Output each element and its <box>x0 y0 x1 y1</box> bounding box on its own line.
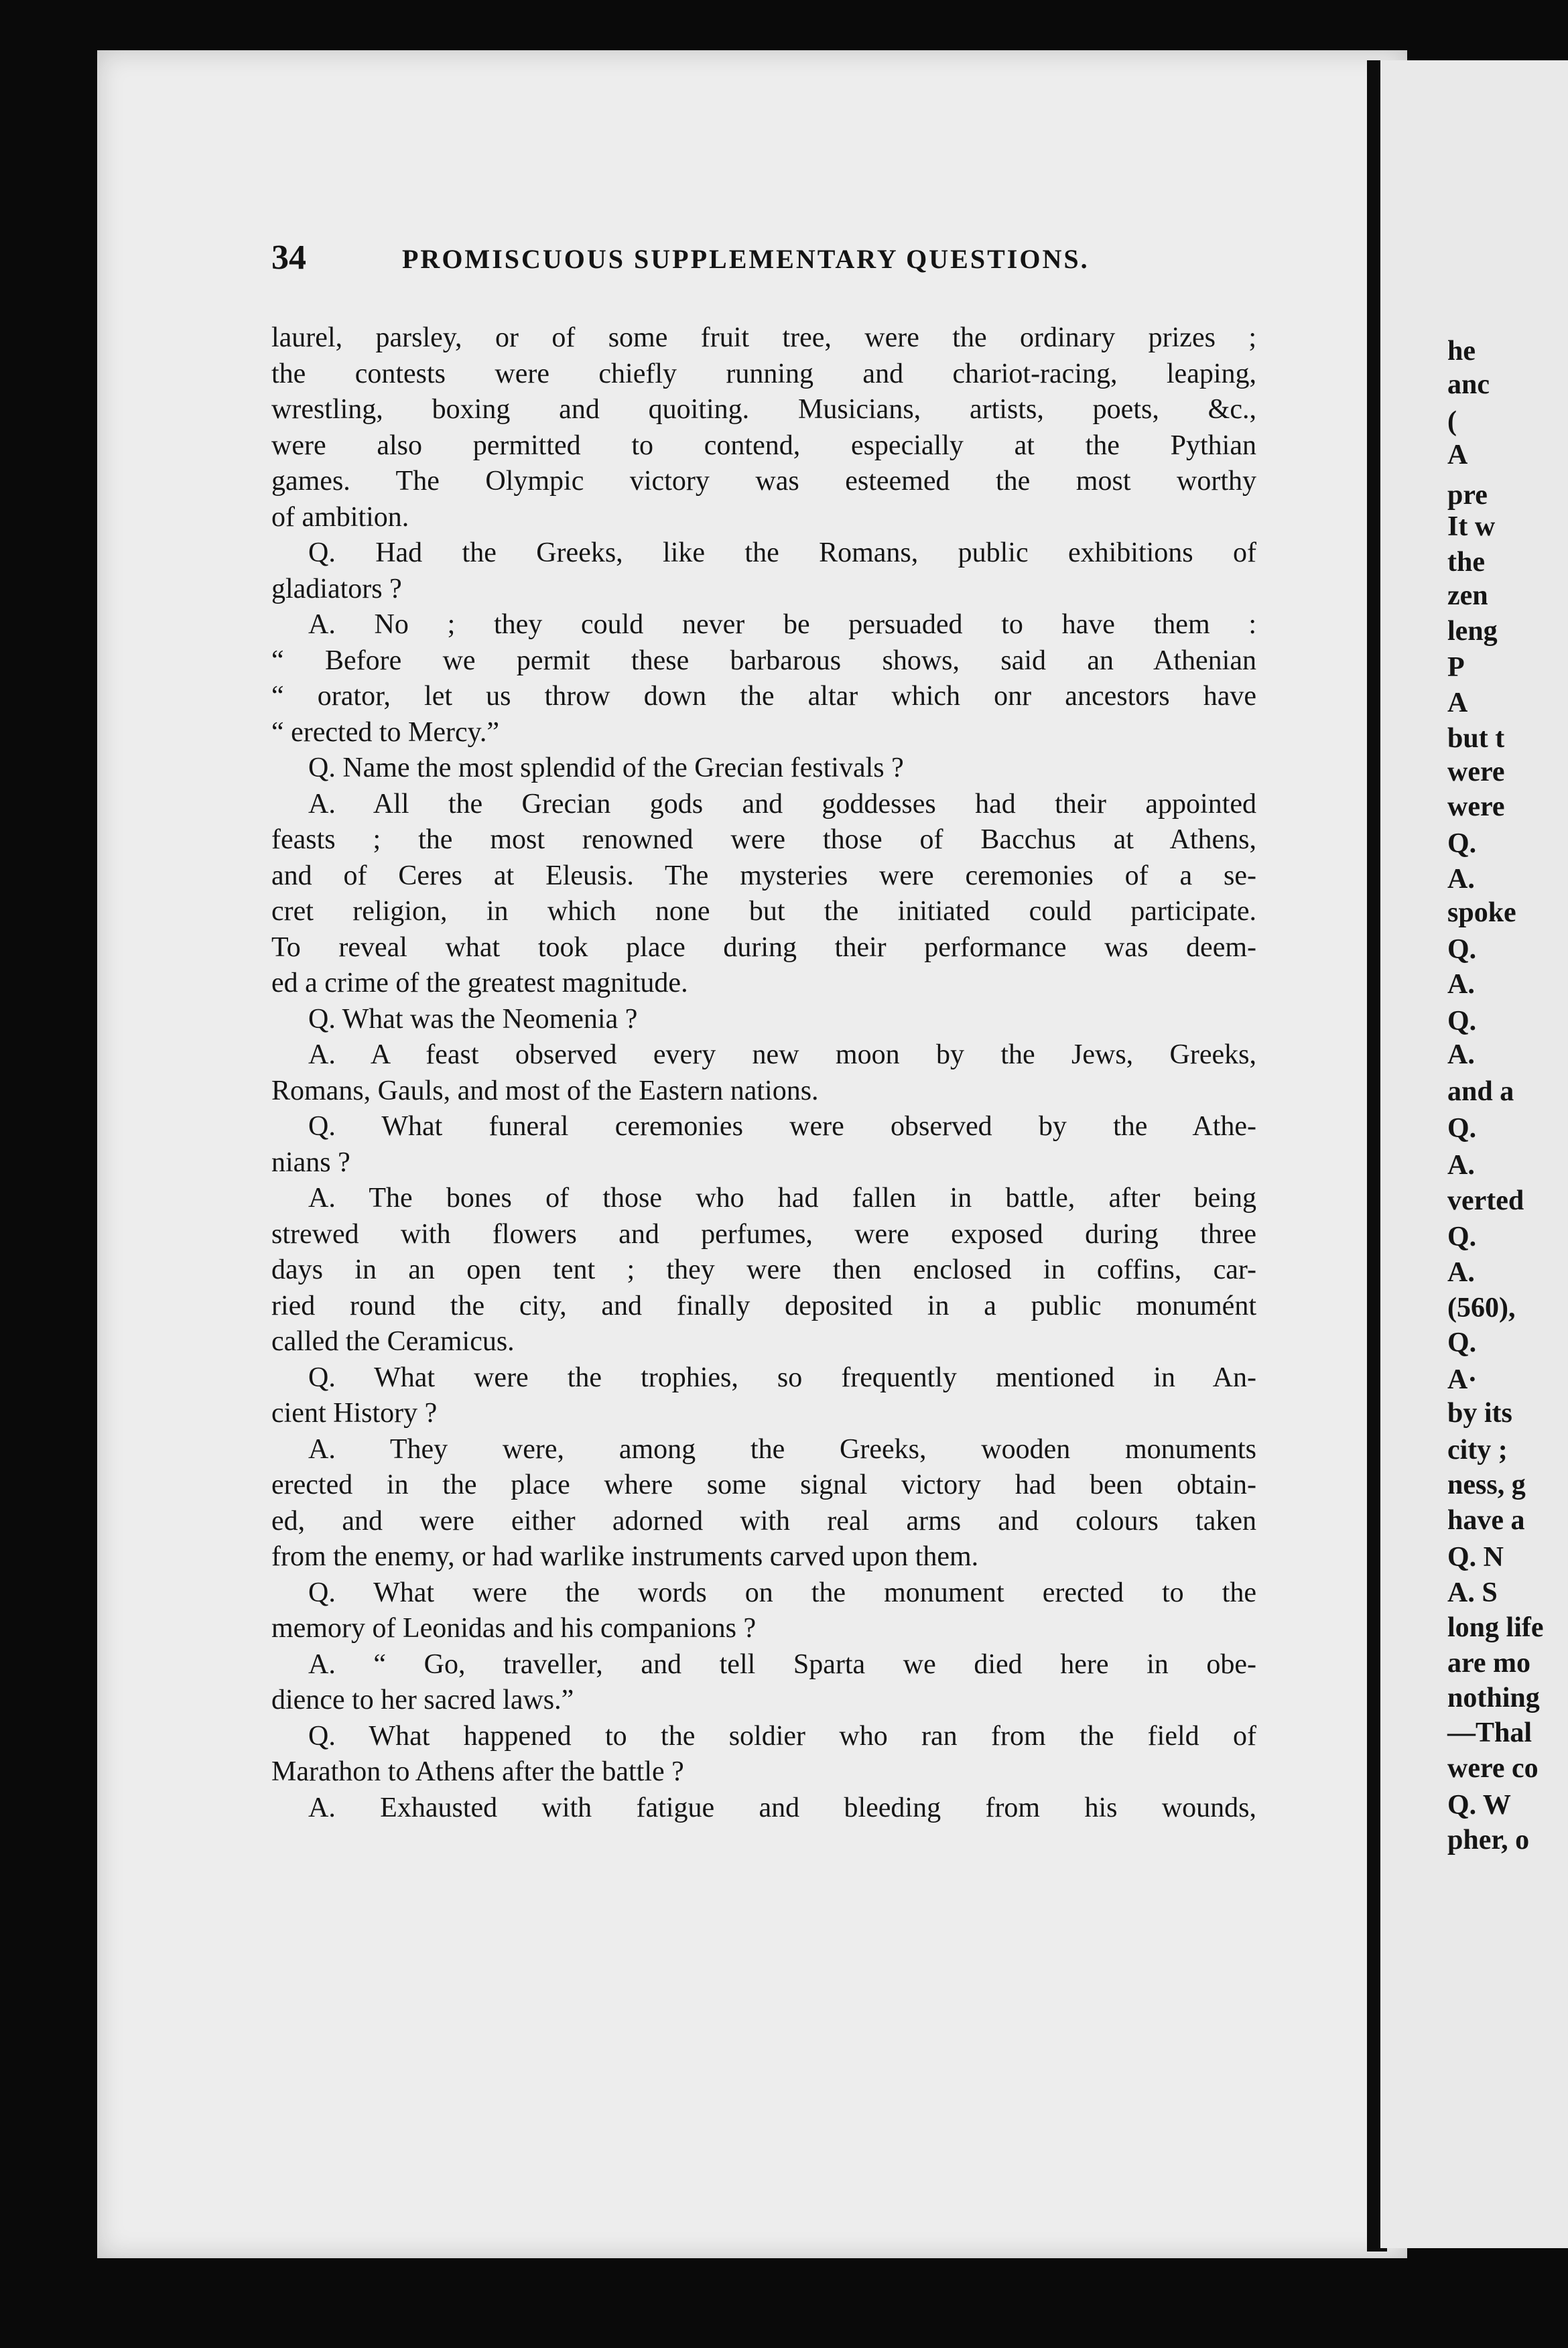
right-page-fragment: ( <box>1447 406 1457 437</box>
right-page-fragment: A. <box>1447 1150 1475 1181</box>
right-page-fragment: nothing <box>1447 1683 1540 1713</box>
right-page-fragment: Q. <box>1447 934 1477 965</box>
page-number: 34 <box>271 239 306 277</box>
text-line: Q. What funeral ceremonies were observed by the Athe- <box>308 1111 1256 1142</box>
right-page-fragment: were <box>1447 791 1505 822</box>
right-page-fragment: Q. <box>1447 1222 1477 1252</box>
text-line: To reveal what took place during their performance was deem- <box>271 931 1256 963</box>
text-line: Marathon to Athens after the battle ? <box>271 1756 684 1787</box>
text-line: from the enemy, or had warlike instruments carved upon them. <box>271 1541 979 1572</box>
text-line: A. Exhausted with fatigue and bleeding from his wounds, <box>308 1792 1256 1823</box>
text-line: Q. Had the Greeks, like the Romans, public exhibitions of <box>308 537 1256 568</box>
right-page-fragment: have a <box>1447 1505 1525 1536</box>
right-page-fragment: pher, o <box>1447 1825 1530 1855</box>
right-page-fragment: Q. <box>1447 828 1477 859</box>
text-line: games. The Olympic victory was esteemed the most worthy <box>271 466 1256 497</box>
right-page-fragment: anc <box>1447 369 1490 400</box>
text-line: Q. What were the trophies, so frequently mentioned in An- <box>308 1362 1256 1393</box>
right-page-fragment: A <box>1447 440 1468 470</box>
right-page-fragment: he <box>1447 336 1476 367</box>
text-line: ed, and were either adorned with real arms and colours taken <box>271 1505 1256 1537</box>
text-line: Q. What happened to the soldier who ran from the field of <box>308 1720 1256 1752</box>
text-line: strewed with flowers and perfumes, were exposed during three <box>271 1218 1256 1250</box>
text-line: “ orator, let us throw down the altar which onr ancestors have <box>271 681 1256 712</box>
text-line: days in an open tent ; they were then enclosed in coffins, car- <box>271 1254 1256 1285</box>
text-line: ed a crime of the greatest magnitude. <box>271 968 688 998</box>
right-page-fragment: are mo <box>1447 1648 1531 1679</box>
right-page-fragment: the <box>1447 547 1485 578</box>
text-line: Q. What were the words on the monument erected to the <box>308 1577 1256 1608</box>
text-line: cient History ? <box>271 1398 438 1429</box>
right-page-fragment: Q. <box>1447 1327 1477 1358</box>
right-page-fragment: ness, g <box>1447 1470 1526 1500</box>
text-line: A. No ; they could never be persuaded to have them : <box>308 609 1256 640</box>
right-page-fragment: A. <box>1447 864 1475 895</box>
page-header <box>271 238 1256 278</box>
text-line: and of Ceres at Eleusis. The mysteries were ceremonies of a se- <box>271 860 1256 891</box>
text-line: called the Ceramicus. <box>271 1326 515 1357</box>
running-head: PROMISCUOUS SUPPLEMENTARY QUESTIONS. <box>402 244 1090 274</box>
text-line: A. The bones of those who had fallen in battle, after being <box>308 1183 1256 1214</box>
right-page-fragment: Q. <box>1447 1006 1477 1037</box>
text-line: A. They were, among the Greeks, wooden monuments <box>308 1433 1256 1465</box>
right-page-fragment: A. S <box>1447 1577 1498 1608</box>
text-line: Romans, Gauls, and most of the Eastern nations. <box>271 1075 819 1106</box>
text-line: Q. What was the Neomenia ? <box>308 1003 638 1035</box>
right-page-fragment: leng <box>1447 616 1498 647</box>
text-line: feasts ; the most renowned were those of Bacchus at Athens, <box>271 824 1256 855</box>
right-page-fragment: A· <box>1447 1364 1478 1395</box>
text-line: “ Before we permit these barbarous shows, said an Athenian <box>271 645 1256 676</box>
text-line: nians ? <box>271 1147 350 1178</box>
right-page-fragment: A <box>1447 688 1468 718</box>
right-page-fragment: A. <box>1447 1257 1475 1288</box>
text-line: ried round the city, and finally deposited in a public monumént <box>271 1290 1256 1321</box>
right-page-fragment: Q. <box>1447 1113 1477 1144</box>
text-line: of ambition. <box>271 501 409 533</box>
text-line: dience to her sacred laws.” <box>271 1685 574 1715</box>
text-line: laurel, parsley, or of some fruit tree, were the ordinary prizes ; <box>271 322 1256 353</box>
right-page-fragment: city ; <box>1447 1435 1508 1465</box>
text-line: Q. Name the most splendid of the Grecian festivals ? <box>308 753 904 783</box>
text-line: A. A feast observed every new moon by the Jews, Greeks, <box>308 1039 1256 1070</box>
text-line: A. All the Grecian gods and goddesses had their appointed <box>308 788 1256 820</box>
text-line: “ erected to Mercy.” <box>271 716 500 748</box>
right-page-fragment: P <box>1447 652 1465 683</box>
text-line: cret religion, in which none but the initiated could participate. <box>271 896 1256 927</box>
right-page-fragment: but t <box>1447 723 1505 754</box>
text-line: memory of Leonidas and his companions ? <box>271 1613 757 1644</box>
text-line: were also permitted to contend, especially at the Pythian <box>271 430 1256 461</box>
right-page-fragment: A. <box>1447 1039 1475 1070</box>
right-page-fragment: and a <box>1447 1076 1514 1107</box>
right-page-fragment: were co <box>1447 1753 1539 1784</box>
text-line: the contests were chiefly running and chariot-racing, leaping, <box>271 358 1256 389</box>
text-line: A. “ Go, traveller, and tell Sparta we died here in obe- <box>308 1648 1256 1680</box>
right-page-fragment: A. <box>1447 969 1475 1000</box>
right-page-fragment: verted <box>1447 1185 1524 1216</box>
text-line: gladiators ? <box>271 573 402 604</box>
text-line: erected in the place where some signal victory had been obtain- <box>271 1470 1256 1500</box>
right-page-fragment: —Thal <box>1447 1717 1532 1748</box>
text-line: wrestling, boxing and quoiting. Musicians, artists, poets, &c., <box>271 394 1256 425</box>
right-page-fragment: (560), <box>1447 1293 1516 1323</box>
right-page-fragment: zen <box>1447 580 1488 611</box>
right-page-fragment: spoke <box>1447 897 1516 928</box>
right-page-fragment: by its <box>1447 1398 1512 1429</box>
right-page-fragment: pre <box>1447 480 1488 511</box>
right-page-fragment: Q. W <box>1447 1790 1511 1821</box>
right-page-fragment: long life <box>1447 1612 1544 1643</box>
right-page-fragment: It w <box>1447 511 1496 542</box>
right-page-fragment: Q. N <box>1447 1542 1504 1573</box>
body-text <box>271 320 1256 1826</box>
right-page-fragment: were <box>1447 757 1505 787</box>
